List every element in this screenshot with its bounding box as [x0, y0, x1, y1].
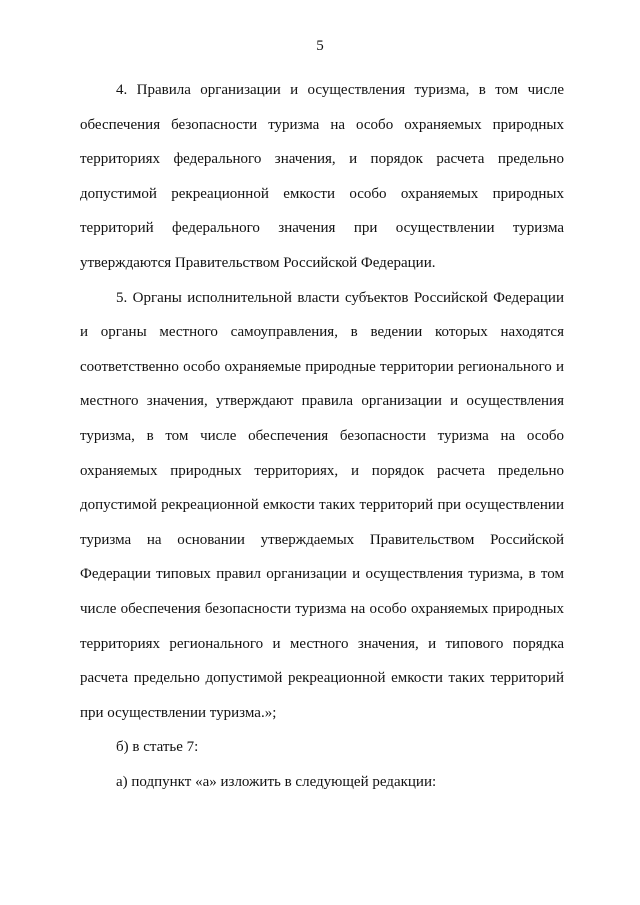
- text-line: территориях федерального значения, и порядок расчета предельно: [80, 151, 564, 168]
- text-line: Федерации типовых правил организации и осуществления туризма, в том: [80, 566, 564, 583]
- text-line: территориях регионального и местного значения, и типового порядка: [80, 635, 564, 652]
- text-line: 5. Органы исполнительной власти субъектов Российской Федерации: [116, 289, 564, 306]
- text-line: обеспечения безопасности туризма на особо охраняемых природных: [80, 116, 564, 133]
- text-line: б) в статье 7:: [116, 739, 199, 756]
- text-line: допустимой рекреационной емкости таких территорий при осуществлении: [80, 497, 564, 514]
- text-line: и органы местного самоуправления, в ведении которых находятся: [80, 324, 564, 341]
- text-line: при осуществлении туризма.»;: [80, 704, 277, 721]
- paragraph-4: [80, 73, 564, 281]
- paragraph-5: [80, 281, 564, 731]
- text-line: туризма на основании утверждаемых Правительством Российской: [80, 531, 564, 548]
- text-line: туризма, в том числе обеспечения безопасности туризма на особо: [80, 427, 564, 444]
- paragraph-b: [80, 730, 564, 765]
- paragraph-a: [80, 765, 564, 800]
- text-line: охраняемых природных территориях, и порядок расчета предельно: [80, 462, 564, 479]
- text-line: числе обеспечения безопасности туризма на особо охраняемых природных: [80, 600, 564, 617]
- text-line: допустимой рекреационной емкости особо охраняемых природных: [80, 185, 564, 202]
- text-line: 4. Правила организации и осуществления туризма, в том числе: [116, 82, 564, 98]
- text-line: расчета предельно допустимой рекреационной емкости таких территорий: [80, 670, 564, 687]
- text-line: утверждаются Правительством Российской Федерации.: [80, 254, 436, 271]
- text-line: а) подпункт «а» изложить в следующей редакции:: [116, 773, 437, 790]
- text-line: соответственно особо охраняемые природные территории регионального и: [80, 358, 564, 375]
- document-body: [80, 73, 564, 799]
- page-number: 5: [316, 38, 324, 54]
- text-line: территорий федерального значения при осуществлении туризма: [80, 220, 564, 237]
- text-line: местного значения, утверждают правила организации и осуществления: [80, 393, 564, 410]
